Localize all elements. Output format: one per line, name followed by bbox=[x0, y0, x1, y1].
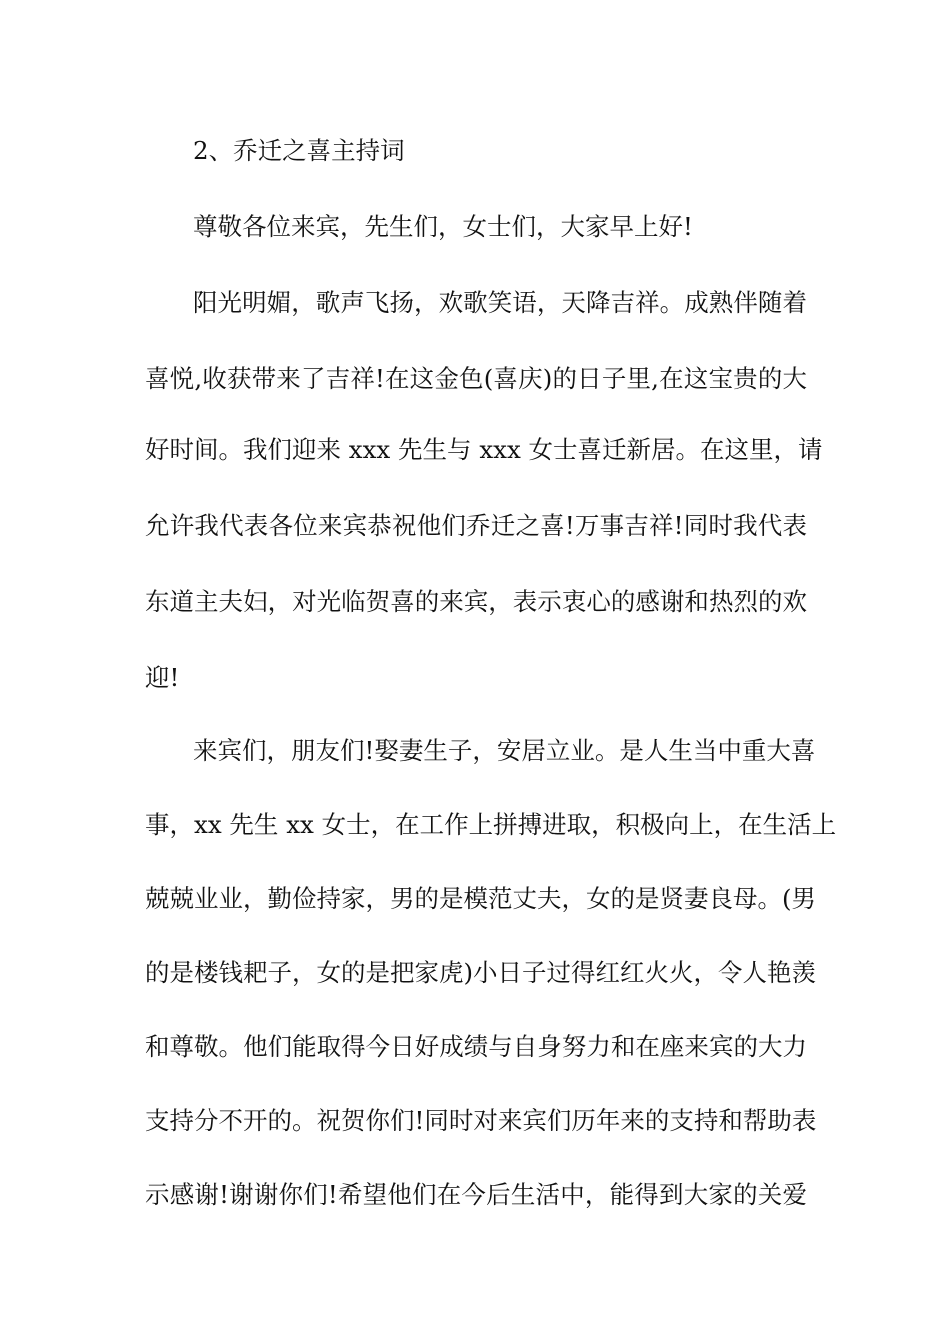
paragraph-line: 迎! bbox=[145, 663, 180, 692]
paragraph-line: 好时间。我们迎来 xxx 先生与 xxx 女士喜迁新居。在这里，请 bbox=[145, 435, 823, 464]
paragraph-line: 的是楼钱耙子，女的是把家虎)小日子过得红红火火，令人艳羡 bbox=[145, 958, 817, 987]
paragraph-line: 支持分不开的。祝贺你们!同时对来宾们历年来的支持和帮助表 bbox=[145, 1106, 817, 1135]
paragraph-line: 事，xx 先生 xx 女士，在工作上拼搏进取，积极向上，在生活上 bbox=[145, 810, 837, 839]
paragraph-line: 允许我代表各位来宾恭祝他们乔迁之喜!万事吉祥!同时我代表 bbox=[145, 511, 807, 540]
greeting-line: 尊敬各位来宾，先生们，女士们，大家早上好! bbox=[193, 212, 693, 241]
paragraph-line: 东道主夫妇，对光临贺喜的来宾，表示衷心的感谢和热烈的欢 bbox=[145, 587, 807, 616]
paragraph-line: 喜悦,收获带来了吉祥!在这金色(喜庆)的日子里,在这宝贵的大 bbox=[145, 364, 807, 393]
paragraph-line: 示感谢!谢谢你们!希望他们在今后生活中，能得到大家的关爱 bbox=[145, 1180, 807, 1209]
section-heading: 2、乔迁之喜主持词 bbox=[193, 136, 405, 165]
paragraph-line: 和尊敬。他们能取得今日好成绩与自身努力和在座来宾的大力 bbox=[145, 1032, 807, 1061]
paragraph-line: 兢兢业业，勤俭持家，男的是模范丈夫，女的是贤妻良母。(男 bbox=[145, 884, 817, 913]
paragraph-line: 来宾们，朋友们!娶妻生子，安居立业。是人生当中重大喜 bbox=[193, 736, 816, 765]
paragraph-line: 阳光明媚，歌声飞扬，欢歌笑语，天降吉祥。成熟伴随着 bbox=[193, 288, 807, 317]
